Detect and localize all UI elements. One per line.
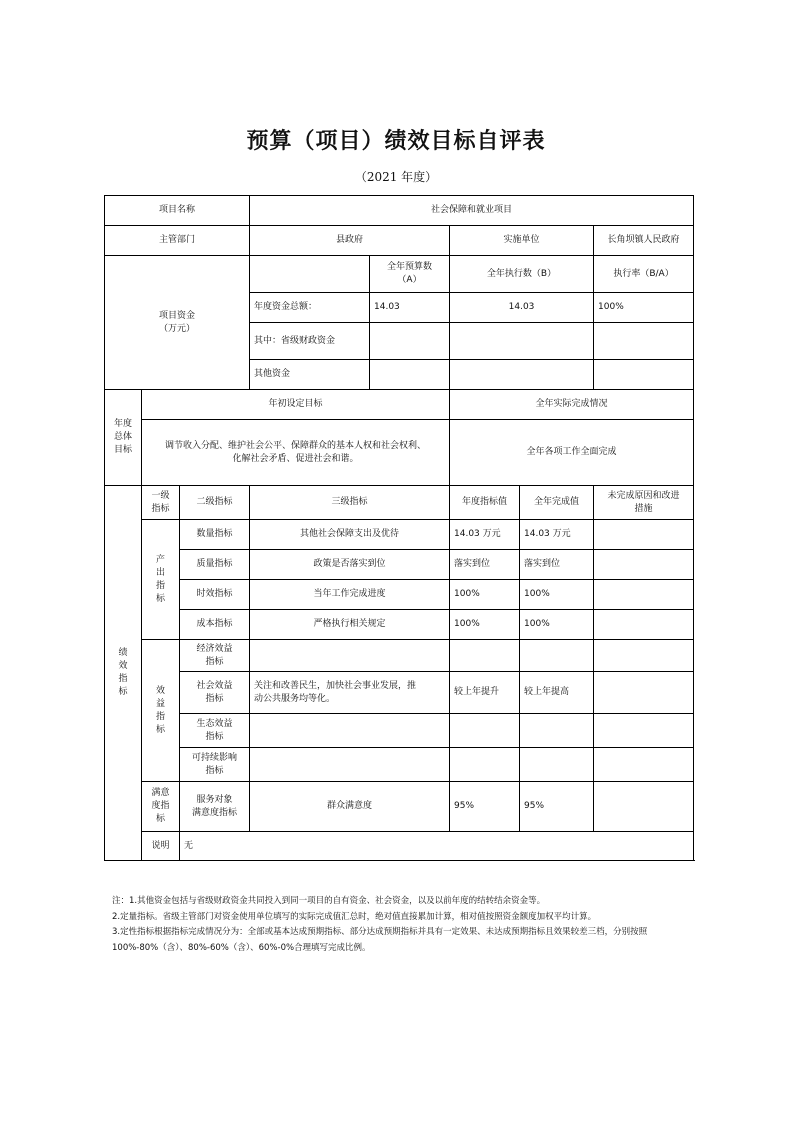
funds-header-blank — [250, 256, 370, 293]
unit-value: 长角坝镇人民政府 — [594, 226, 694, 256]
remark-row — [105, 832, 694, 861]
funds-label: 项目资金 （万元） — [105, 256, 250, 390]
funds-row-exec — [450, 360, 594, 390]
indicator-reason — [594, 782, 694, 832]
project-name-value: 社会保障和就业项目 — [250, 196, 694, 226]
indicator-target: 95% — [450, 782, 520, 832]
indicator-row — [105, 520, 694, 550]
dept-value: 县政府 — [250, 226, 450, 256]
funds-row-budget: 14.03 — [370, 293, 450, 323]
indicator-target: 较上年提升 — [450, 672, 520, 714]
funds-row-budget — [370, 323, 450, 360]
indicator-level3: 当年工作完成进度 — [250, 580, 450, 610]
indicator-row — [105, 640, 694, 672]
goals-plan-text: 调节收入分配、维护社会公平、保障群众的基本人权和社会权利、 化解社会矛盾、促进社会和谐。 — [142, 420, 450, 486]
indicator-target: 100% — [450, 580, 520, 610]
indicator-level2: 社会效益 指标 — [180, 672, 250, 714]
indicator-level2: 可持续影响 指标 — [180, 748, 250, 782]
indicator-actual — [520, 714, 594, 748]
funds-row-rate — [594, 323, 694, 360]
indicator-row — [105, 610, 694, 640]
goals-header-row — [105, 390, 694, 420]
indicator-level2: 质量指标 — [180, 550, 250, 580]
page-subtitle: （2021 年度） — [354, 170, 438, 184]
department-row — [105, 226, 694, 256]
indicator-actual: 落实到位 — [520, 550, 594, 580]
indicator-target: 14.03 万元 — [450, 520, 520, 550]
indicator-level3: 严格执行相关规定 — [250, 610, 450, 640]
indicator-level2: 生态效益 指标 — [180, 714, 250, 748]
output-label: 产 出 指 标 — [142, 520, 180, 640]
indicator-level3: 其他社会保障支出及优待 — [250, 520, 450, 550]
funds-row-label: 年度资金总额： — [250, 293, 370, 323]
indicator-actual — [520, 640, 594, 672]
header-reason: 未完成原因和改进 措施 — [594, 486, 694, 520]
indicator-level3: 群众满意度 — [250, 782, 450, 832]
indicators-header-row — [105, 486, 694, 520]
goals-label: 年度 总体 目标 — [105, 390, 142, 486]
funds-row-rate: 100% — [594, 293, 694, 323]
indicator-reason — [594, 640, 694, 672]
evaluation-table — [104, 195, 694, 861]
indicator-reason — [594, 748, 694, 782]
indicators-label: 绩 效 指 标 — [105, 486, 142, 861]
goals-plan-header: 年初设定目标 — [142, 390, 450, 420]
project-name-row — [105, 196, 694, 226]
goals-content-row — [105, 420, 694, 486]
indicator-reason — [594, 610, 694, 640]
indicator-level2: 经济效益 指标 — [180, 640, 250, 672]
satisfaction-label: 满意 度指 标 — [142, 782, 180, 832]
indicator-row — [105, 782, 694, 832]
funds-col-budget: 全年预算数 （A） — [370, 256, 450, 293]
indicator-target: 100% — [450, 610, 520, 640]
header-level2: 二级指标 — [180, 486, 250, 520]
indicator-level2: 服务对象 满意度指标 — [180, 782, 250, 832]
funds-header-row — [105, 256, 694, 293]
indicator-actual — [520, 748, 594, 782]
indicator-target — [450, 748, 520, 782]
indicator-actual: 100% — [520, 580, 594, 610]
indicator-level3 — [250, 714, 450, 748]
project-name-label: 项目名称 — [105, 196, 250, 226]
indicator-level3: 关注和改善民生，加快社会事业发展，推 动公共服务均等化。 — [250, 672, 450, 714]
funds-col-rate: 执行率（B/A） — [594, 256, 694, 293]
indicator-level2: 成本指标 — [180, 610, 250, 640]
footnote: 2.定量指标。省级主管部门对资金使用单位填写的实际完成值汇总时，绝对值直接累加计算，相对值按照资金额度加权平均计算。 — [112, 911, 597, 922]
indicator-row — [105, 714, 694, 748]
indicator-actual: 95% — [520, 782, 594, 832]
unit-label: 实施单位 — [450, 226, 594, 256]
funds-row-budget — [370, 360, 450, 390]
goals-actual-text: 全年各项工作全面完成 — [450, 420, 694, 486]
goals-actual-header: 全年实际完成情况 — [450, 390, 694, 420]
indicator-reason — [594, 714, 694, 748]
indicator-target: 落实到位 — [450, 550, 520, 580]
indicator-reason — [594, 520, 694, 550]
remark-label: 说明 — [142, 832, 180, 861]
indicator-reason — [594, 550, 694, 580]
indicator-level3 — [250, 640, 450, 672]
header-actual: 全年完成值 — [520, 486, 594, 520]
funds-row-exec: 14.03 — [450, 293, 594, 323]
indicator-level2: 时效指标 — [180, 580, 250, 610]
funds-col-exec: 全年执行数（B） — [450, 256, 594, 293]
indicator-actual: 100% — [520, 610, 594, 640]
indicator-actual: 14.03 万元 — [520, 520, 594, 550]
indicator-actual: 较上年提高 — [520, 672, 594, 714]
footnotes — [112, 894, 692, 956]
header-level1: 一级 指标 — [142, 486, 180, 520]
indicator-row — [105, 550, 694, 580]
funds-row-label: 其他资金 — [250, 360, 370, 390]
page-title: 预算（项目）绩效目标自评表 — [246, 129, 546, 154]
indicator-reason — [594, 672, 694, 714]
indicator-row — [105, 672, 694, 714]
dept-label: 主管部门 — [105, 226, 250, 256]
footnote: 注：1.其他资金包括与省级财政资金共同投入到同一项目的自有资金、社会资金，以及以前年度的结转结余资金等。 — [112, 896, 546, 906]
funds-row-label: 其中：省级财政资金 — [250, 323, 370, 360]
remark-value: 无 — [180, 832, 694, 861]
funds-row-rate — [594, 360, 694, 390]
indicator-target — [450, 714, 520, 748]
funds-row-exec — [450, 323, 594, 360]
indicator-row — [105, 748, 694, 782]
effect-label: 效 益 指 标 — [142, 640, 180, 782]
footnote: 3.定性指标根据指标完成情况分为：全部或基本达成预期指标、部分达成预期指标并具有一定效果、未达成预期指标且效果较差三档，分别按照100%-80%（含）、80%-60%（含）、60%-0%合理填写完成比例。 — [112, 927, 648, 953]
indicator-level2: 数量指标 — [180, 520, 250, 550]
indicator-row — [105, 580, 694, 610]
indicator-target — [450, 640, 520, 672]
header-level3: 三级指标 — [250, 486, 450, 520]
header-target: 年度指标值 — [450, 486, 520, 520]
indicator-level3 — [250, 748, 450, 782]
indicator-level3: 政策是否落实到位 — [250, 550, 450, 580]
indicator-reason — [594, 580, 694, 610]
